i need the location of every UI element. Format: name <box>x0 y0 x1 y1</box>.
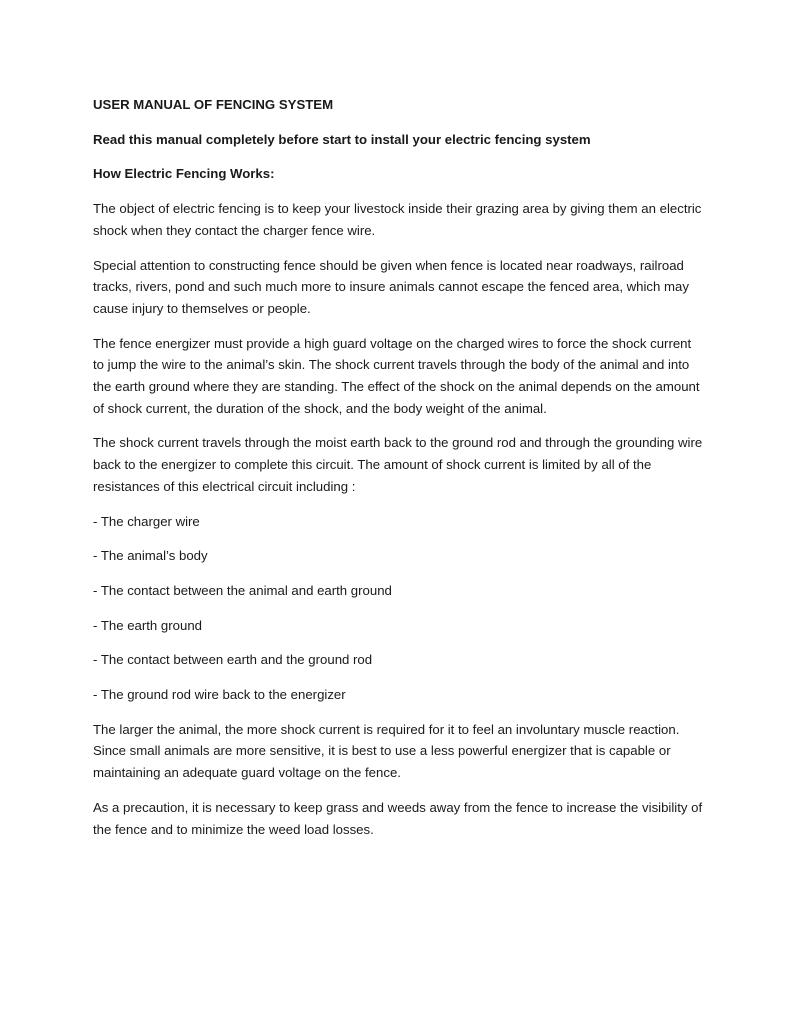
paragraph: The fence energizer must provide a high guard voltage on the charged wires to force the shock current to jump the wire to the animal’s skin. The shock current travels through the body of the animal and into the earth ground where they are standing. The effect of the shock on the animal depends on the amount of shock current, the duration of the shock, and the body weight of the animal. <box>93 335 700 416</box>
paragraph: The larger the animal, the more shock current is required for it to feel an involuntary muscle reaction. Since small animals are more sensitive, it is best to use a less powerful energizer that is capable or maintaining an adequate guard voltage on the fence. <box>93 721 680 781</box>
section-heading: How Electric Fencing Works: <box>93 166 275 182</box>
list-item: - The charger wire <box>93 513 200 529</box>
list-item: - The contact between the animal and earth ground <box>93 582 392 598</box>
list-item: - The earth ground <box>93 617 202 633</box>
paragraph: Special attention to constructing fence should be given when fence is located near roadways, railroad tracks, rivers, pond and such much more to insure animals cannot escape the fenced area, which may cause injury to themselves or people. <box>93 257 689 316</box>
paragraph: The object of electric fencing is to keep your livestock inside their grazing area by giving them an electric shock when they contact the charger fence wire. <box>93 201 702 238</box>
document-title: USER MANUAL OF FENCING SYSTEM <box>93 97 334 112</box>
paragraph: The shock current travels through the moist earth back to the ground rod and through the grounding wire back to the energizer to complete this circuit. The amount of shock current is limited by all of the resistances of this electrical circuit including : <box>93 435 703 494</box>
paragraph: As a precaution, it is necessary to keep grass and weeds away from the fence to increase the visibility of the fence and to minimize the weed load losses. <box>93 799 703 837</box>
list-item: - The animal’s body <box>93 548 208 564</box>
list-item: - The contact between earth and the ground rod <box>93 652 373 668</box>
document-notice: Read this manual completely before start to install your electric fencing system <box>93 131 591 147</box>
document-page <box>93 94 703 853</box>
list-item: - The ground rod wire back to the energizer <box>93 687 346 703</box>
